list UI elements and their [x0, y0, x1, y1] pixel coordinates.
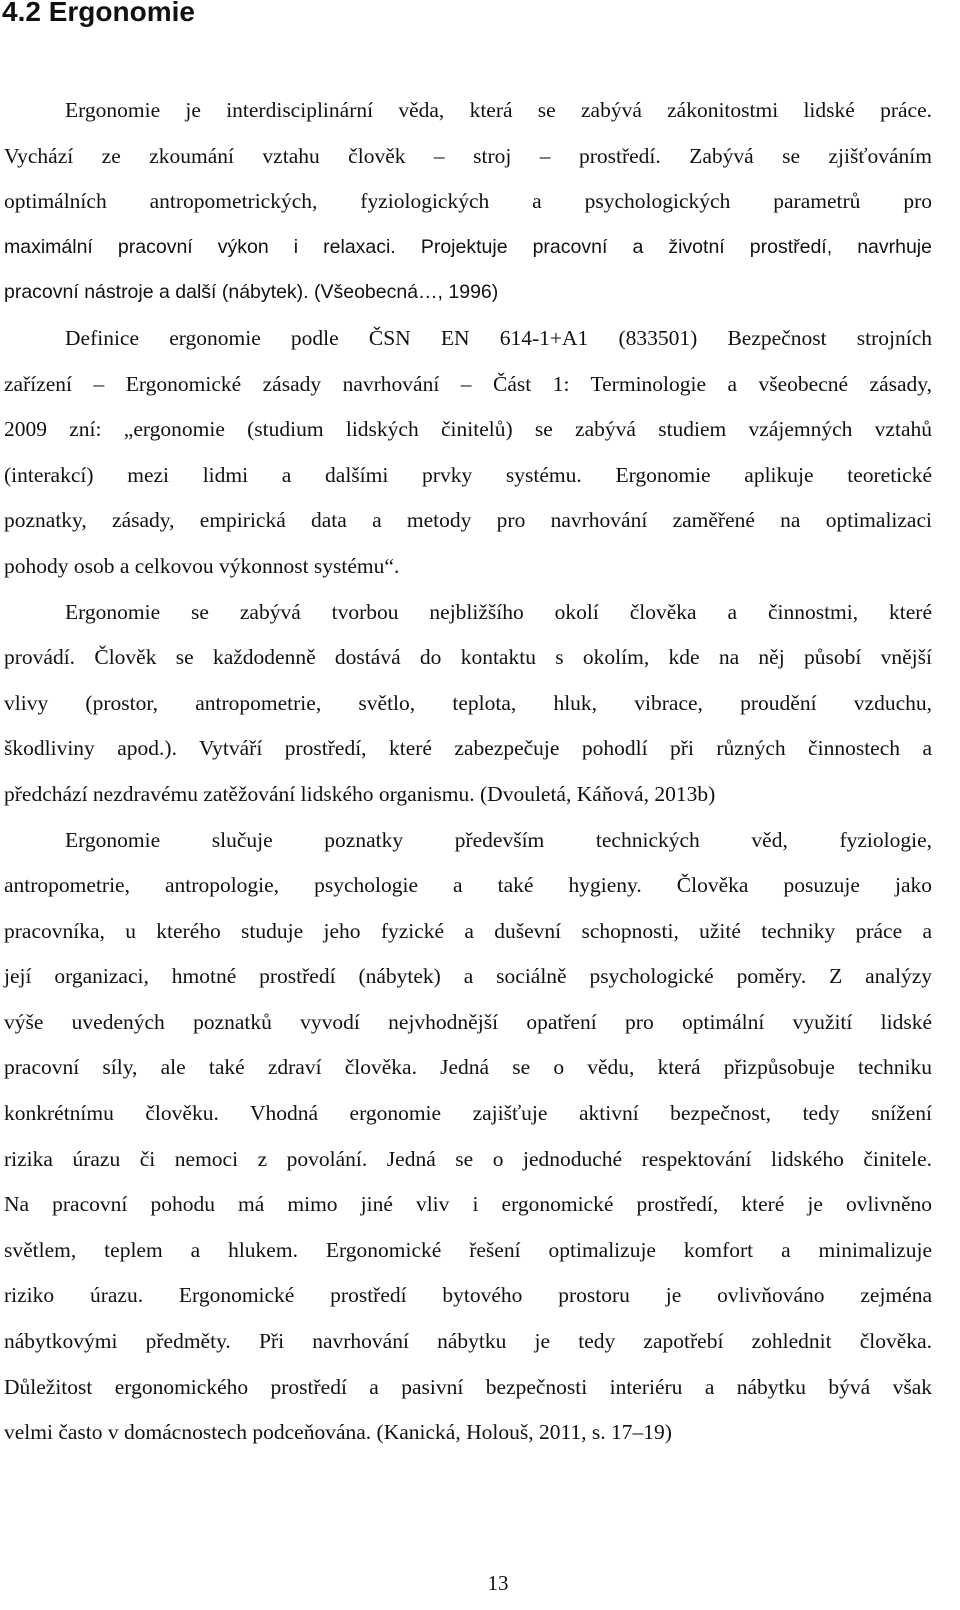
body-text — [4, 88, 932, 1456]
text-line: pracovní nástroje a další (nábytek). (Všeobecná…, 1996) — [4, 281, 499, 304]
text-line: zařízení – Ergonomické zásady navrhování – Část 1: Terminologie a všeobecné zásady, — [4, 371, 932, 396]
text-line: konkrétnímu člověku. Vhodná ergonomie zajišťuje aktivní bezpečnost, tedy snížení — [4, 1101, 932, 1126]
text-line: 2009 zní: „ergonomie (studium lidských činitelů) se zabývá studiem vzájemných vztahů — [4, 417, 932, 442]
text-line: maximální pracovní výkon i relaxaci. Projektuje pracovní a životní prostředí, navrhuje — [4, 235, 932, 258]
text-line: výše uvedených poznatků vyvodí nejvhodnější opatření pro optimální využití lidské — [4, 1009, 932, 1034]
text-line: pohody osob a celkovou výkonnost systému“. — [4, 553, 400, 578]
text-line: rizika úrazu či nemoci z povolání. Jedná se o jednoduché respektování lidského činitele. — [4, 1146, 932, 1171]
text-line: optimálních antropometrických, fyziologických a psychologických parametrů pro — [4, 189, 932, 214]
text-line: škodliviny apod.). Vytváří prostředí, které zabezpečuje pohodlí při různých činnostech a — [4, 736, 932, 761]
text-line: riziko úrazu. Ergonomické prostředí bytového prostoru je ovlivňováno zejména — [4, 1283, 932, 1308]
text-line: (interakcí) mezi lidmi a dalšími prvky systému. Ergonomie aplikuje teoretické — [4, 462, 932, 487]
text-line: Ergonomie se zabývá tvorbou nejbližšího okolí člověka a činnostmi, které — [65, 599, 932, 624]
text-line: velmi často v domácnostech podceňována. (Kanická, Holouš, 2011, s. 17–19) — [4, 1420, 672, 1445]
text-line: poznatky, zásady, empirická data a metody pro navrhování zaměřené na optimalizaci — [4, 508, 932, 533]
text-line: provádí. Člověk se každodenně dostává do kontaktu s okolím, kde na něj působí vnější — [4, 645, 932, 670]
text-line: Na pracovní pohodu má mimo jiné vliv i ergonomické prostředí, které je ovlivněno — [4, 1192, 932, 1217]
text-line: nábytkovými předměty. Při navrhování nábytku je tedy zapotřebí zohlednit člověka. — [4, 1329, 932, 1354]
text-line: světlem, teplem a hlukem. Ergonomické řešení optimalizuje komfort a minimalizuje — [4, 1237, 932, 1262]
text-line: Důležitost ergonomického prostředí a pasivní bezpečnosti interiéru a nábytku bývá však — [4, 1374, 932, 1399]
text-line: antropometrie, antropologie, psychologie a také hygieny. Člověka posuzuje jako — [4, 873, 932, 898]
text-line: pracovníka, u kterého studuje jeho fyzické a duševní schopnosti, užité techniky práce a — [4, 918, 932, 943]
text-line: Vychází ze zkoumání vztahu člověk – stroj – prostředí. Zabývá se zjišťováním — [4, 143, 932, 168]
text-line: Ergonomie slučuje poznatky především technických věd, fyziologie, — [65, 827, 932, 852]
text-line: Definice ergonomie podle ČSN EN 614-1+A1 (833501) Bezpečnost strojních — [65, 325, 932, 350]
text-line: Ergonomie je interdisciplinární věda, která se zabývá zákonitostmi lidské práce. — [65, 98, 932, 122]
text-line: vlivy (prostor, antropometrie, světlo, teplota, hluk, vibrace, proudění vzduchu, — [4, 690, 932, 715]
text-line: její organizaci, hmotné prostředí (nábytek) a sociálně psychologické poměry. Z analýzy — [4, 964, 932, 989]
section-heading: 4.2 Ergonomie — [2, 0, 195, 27]
text-line: předchází nezdravému zatěžování lidského organismu. (Dvouletá, Káňová, 2013b) — [4, 781, 716, 806]
page-number: 13 — [487, 1571, 509, 1595]
text-line: pracovní síly, ale také zdraví člověka. Jedná se o vědu, která přizpůsobuje techniku — [4, 1055, 932, 1080]
